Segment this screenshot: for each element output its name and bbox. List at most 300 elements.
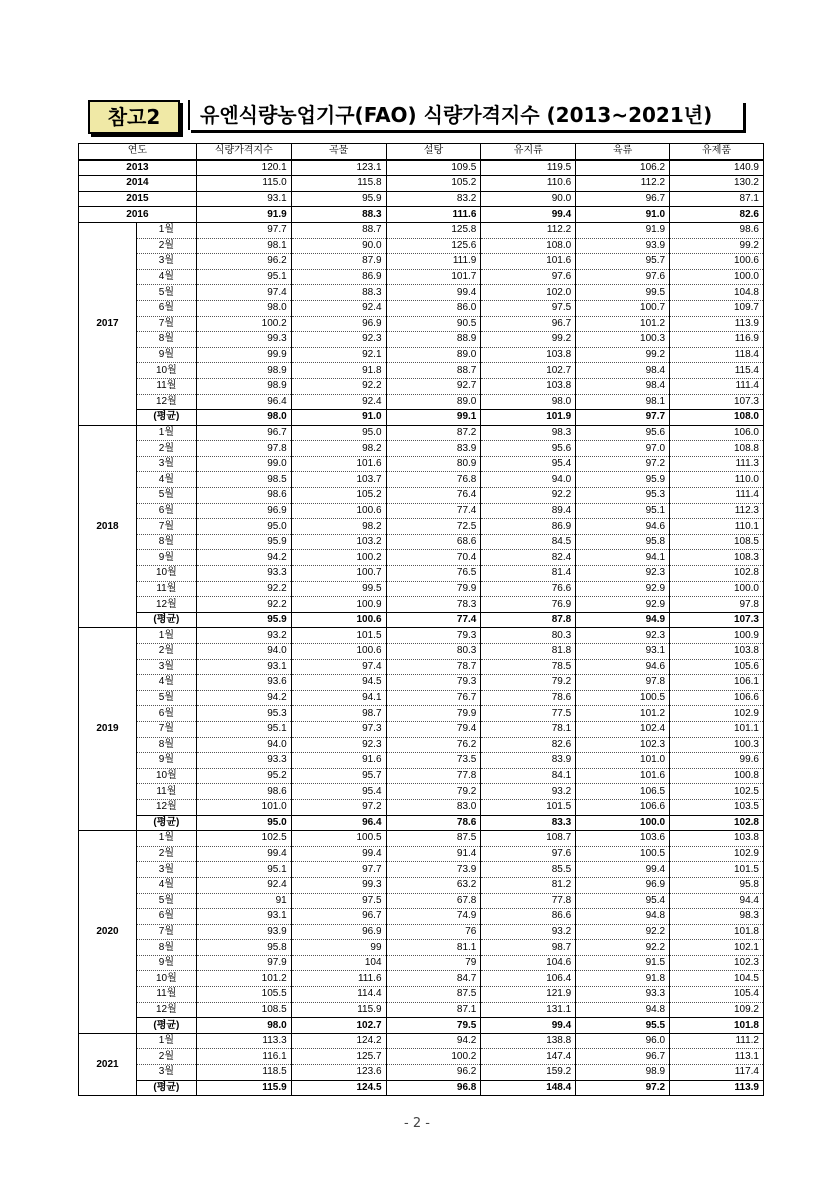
value-cell: 92.3: [291, 737, 386, 753]
value-cell: 100.5: [576, 846, 670, 862]
value-cell: 82.4: [481, 550, 576, 566]
value-cell: 87.1: [670, 191, 764, 207]
value-cell: 99.3: [291, 877, 386, 893]
value-cell: 96.7: [291, 909, 386, 925]
value-cell: 97.4: [196, 285, 291, 301]
value-cell: 88.3: [291, 285, 386, 301]
table-row: [79, 238, 764, 254]
month-cell: 8월: [136, 534, 196, 550]
table-row: [79, 644, 764, 660]
month-cell: 1월: [136, 831, 196, 847]
value-cell: 103.8: [670, 831, 764, 847]
value-cell: 83.0: [386, 799, 481, 815]
value-cell: 125.7: [291, 1049, 386, 1065]
value-cell: 92.3: [576, 566, 670, 582]
value-cell: 96.0: [576, 1033, 670, 1049]
value-cell: 99.4: [196, 846, 291, 862]
value-cell: 96.9: [291, 316, 386, 332]
year-cell: 2019: [79, 628, 137, 831]
table-row: [79, 690, 764, 706]
table-row: [79, 1049, 764, 1065]
average-value-cell: 100.6: [291, 612, 386, 628]
value-cell: 116.1: [196, 1049, 291, 1065]
table-row: [79, 254, 764, 270]
value-cell: 99.4: [291, 846, 386, 862]
month-cell: 9월: [136, 753, 196, 769]
value-cell: 87.2: [386, 425, 481, 441]
value-cell: 100.2: [291, 550, 386, 566]
value-cell: 102.9: [670, 706, 764, 722]
value-cell: 103.5: [670, 799, 764, 815]
value-cell: 113.1: [670, 1049, 764, 1065]
value-cell: 95.7: [576, 254, 670, 270]
value-cell: 93.9: [576, 238, 670, 254]
average-value-cell: 98.0: [196, 410, 291, 426]
value-cell: 140.9: [670, 160, 764, 176]
value-cell: 90.0: [481, 191, 576, 207]
value-cell: 103.8: [481, 378, 576, 394]
value-cell: 99.2: [481, 332, 576, 348]
value-cell: 115.8: [291, 176, 386, 192]
value-cell: 92.3: [291, 332, 386, 348]
month-cell: 4월: [136, 269, 196, 285]
value-cell: 95.1: [576, 503, 670, 519]
value-cell: 102.4: [576, 721, 670, 737]
value-cell: 95.3: [196, 706, 291, 722]
year-cell: 2021: [79, 1033, 137, 1095]
value-cell: 68.6: [386, 534, 481, 550]
value-cell: 123.6: [291, 1065, 386, 1081]
month-cell: 2월: [136, 441, 196, 457]
value-cell: 98.9: [196, 378, 291, 394]
value-cell: 74.9: [386, 909, 481, 925]
value-cell: 101.2: [196, 971, 291, 987]
value-cell: 97.8: [576, 675, 670, 691]
table-row: [79, 363, 764, 379]
month-cell: 6월: [136, 503, 196, 519]
month-cell: 3월: [136, 456, 196, 472]
value-cell: 108.5: [196, 1002, 291, 1018]
table-row: [79, 441, 764, 457]
table-row: [79, 347, 764, 363]
value-cell: 99.9: [196, 347, 291, 363]
value-cell: 100.3: [670, 737, 764, 753]
value-cell: 87.9: [291, 254, 386, 270]
value-cell: 73.9: [386, 862, 481, 878]
value-cell: 102.3: [576, 737, 670, 753]
average-value-cell: 96.8: [386, 1080, 481, 1096]
month-cell: 7월: [136, 924, 196, 940]
header-food-index: 식량가격지수: [196, 144, 291, 160]
value-cell: 94.6: [576, 659, 670, 675]
value-cell: 93.9: [196, 924, 291, 940]
table-row: [79, 566, 764, 582]
value-cell: 85.5: [481, 862, 576, 878]
value-cell: 102.5: [196, 831, 291, 847]
table-row: [79, 425, 764, 441]
header-cereals: 곡물: [291, 144, 386, 160]
value-cell: 88.7: [386, 363, 481, 379]
average-row: [79, 410, 764, 426]
value-cell: 95.2: [196, 768, 291, 784]
value-cell: 115.4: [670, 363, 764, 379]
value-cell: 92.2: [291, 378, 386, 394]
month-cell: 3월: [136, 862, 196, 878]
table-row: [79, 955, 764, 971]
value-cell: 93.2: [196, 628, 291, 644]
table-row: [79, 176, 764, 192]
value-cell: 79.4: [386, 721, 481, 737]
value-cell: 112.3: [670, 503, 764, 519]
value-cell: 93.1: [576, 644, 670, 660]
value-cell: 100.6: [291, 503, 386, 519]
value-cell: 92.4: [291, 394, 386, 410]
average-value-cell: 108.0: [670, 410, 764, 426]
value-cell: 97.5: [481, 300, 576, 316]
value-cell: 106.0: [670, 425, 764, 441]
value-cell: 84.1: [481, 768, 576, 784]
value-cell: 104.8: [670, 285, 764, 301]
value-cell: 76.7: [386, 690, 481, 706]
average-label: (평균): [136, 612, 196, 628]
month-cell: 11월: [136, 987, 196, 1003]
year-cell: 2018: [79, 425, 137, 628]
month-cell: 5월: [136, 488, 196, 504]
value-cell: 76.4: [386, 488, 481, 504]
value-cell: 78.3: [386, 597, 481, 613]
value-cell: 116.9: [670, 332, 764, 348]
table-row: [79, 269, 764, 285]
value-cell: 78.7: [386, 659, 481, 675]
table-row: [79, 597, 764, 613]
table-row: [79, 581, 764, 597]
month-cell: 7월: [136, 721, 196, 737]
table-row: [79, 831, 764, 847]
value-cell: 102.3: [670, 955, 764, 971]
value-cell: 111.6: [291, 971, 386, 987]
value-cell: 109.7: [670, 300, 764, 316]
value-cell: 95.0: [196, 519, 291, 535]
value-cell: 103.2: [291, 534, 386, 550]
value-cell: 97.6: [481, 846, 576, 862]
value-cell: 98.4: [576, 363, 670, 379]
page-number: - 2 -: [404, 1116, 430, 1131]
month-cell: 9월: [136, 550, 196, 566]
average-value-cell: 107.3: [670, 612, 764, 628]
table-row: [79, 768, 764, 784]
value-cell: 115.0: [196, 176, 291, 192]
value-cell: 101.2: [576, 706, 670, 722]
average-value-cell: 95.5: [576, 1018, 670, 1034]
value-cell: 86.0: [386, 300, 481, 316]
value-cell: 96.7: [481, 316, 576, 332]
average-value-cell: 79.5: [386, 1018, 481, 1034]
value-cell: 95.4: [481, 456, 576, 472]
header-sugar: 설탕: [386, 144, 481, 160]
table-row: [79, 753, 764, 769]
value-cell: 111.9: [386, 254, 481, 270]
table-row: [79, 737, 764, 753]
value-cell: 95.1: [196, 721, 291, 737]
value-cell: 93.1: [196, 659, 291, 675]
value-cell: 95.7: [291, 768, 386, 784]
month-cell: 2월: [136, 1049, 196, 1065]
value-cell: 102.1: [670, 940, 764, 956]
average-row: [79, 612, 764, 628]
month-cell: 7월: [136, 519, 196, 535]
table-row: [79, 207, 764, 223]
month-cell: 4월: [136, 472, 196, 488]
year-cell: 2016: [79, 207, 197, 223]
value-cell: 79: [386, 955, 481, 971]
value-cell: 97.6: [576, 269, 670, 285]
average-value-cell: 100.0: [576, 815, 670, 831]
value-cell: 117.4: [670, 1065, 764, 1081]
reference-tag: 참고2: [88, 100, 180, 134]
value-cell: 76.6: [481, 581, 576, 597]
value-cell: 138.8: [481, 1033, 576, 1049]
value-cell: 77.8: [386, 768, 481, 784]
value-cell: 91.5: [576, 955, 670, 971]
value-cell: 99.4: [481, 207, 576, 223]
value-cell: 98.6: [196, 488, 291, 504]
value-cell: 81.4: [481, 566, 576, 582]
value-cell: 81.8: [481, 644, 576, 660]
value-cell: 86.9: [291, 269, 386, 285]
value-cell: 78.6: [481, 690, 576, 706]
value-cell: 103.7: [291, 472, 386, 488]
value-cell: 99: [291, 940, 386, 956]
table-row: [79, 222, 764, 238]
value-cell: 77.4: [386, 503, 481, 519]
value-cell: 96.2: [196, 254, 291, 270]
value-cell: 101.5: [670, 862, 764, 878]
average-value-cell: 77.4: [386, 612, 481, 628]
value-cell: 97.0: [576, 441, 670, 457]
month-cell: 12월: [136, 394, 196, 410]
value-cell: 96.9: [291, 924, 386, 940]
value-cell: 81.2: [481, 877, 576, 893]
value-cell: 94.2: [196, 550, 291, 566]
table-row: [79, 1002, 764, 1018]
value-cell: 98.1: [196, 238, 291, 254]
value-cell: 78.5: [481, 659, 576, 675]
average-value-cell: 101.9: [481, 410, 576, 426]
value-cell: 91.8: [576, 971, 670, 987]
value-cell: 83.9: [481, 753, 576, 769]
table-row: [79, 534, 764, 550]
value-cell: 95.8: [670, 877, 764, 893]
value-cell: 101.2: [576, 316, 670, 332]
value-cell: 108.0: [481, 238, 576, 254]
value-cell: 100.6: [291, 644, 386, 660]
average-value-cell: 98.0: [196, 1018, 291, 1034]
average-value-cell: 83.3: [481, 815, 576, 831]
value-cell: 102.0: [481, 285, 576, 301]
month-cell: 4월: [136, 675, 196, 691]
value-cell: 108.5: [670, 534, 764, 550]
month-cell: 3월: [136, 254, 196, 270]
table-row: [79, 706, 764, 722]
month-cell: 3월: [136, 1065, 196, 1081]
value-cell: 72.5: [386, 519, 481, 535]
value-cell: 108.3: [670, 550, 764, 566]
value-cell: 130.2: [670, 176, 764, 192]
month-cell: 2월: [136, 238, 196, 254]
value-cell: 91.6: [291, 753, 386, 769]
value-cell: 92.1: [291, 347, 386, 363]
value-cell: 100.0: [670, 269, 764, 285]
table-row: [79, 987, 764, 1003]
average-label: (평균): [136, 815, 196, 831]
value-cell: 96.2: [386, 1065, 481, 1081]
value-cell: 125.6: [386, 238, 481, 254]
value-cell: 112.2: [481, 222, 576, 238]
average-row: [79, 1018, 764, 1034]
value-cell: 80.9: [386, 456, 481, 472]
month-cell: 11월: [136, 378, 196, 394]
month-cell: 10월: [136, 971, 196, 987]
value-cell: 97.2: [291, 799, 386, 815]
table-row: [79, 456, 764, 472]
value-cell: 79.2: [386, 784, 481, 800]
month-cell: 2월: [136, 644, 196, 660]
value-cell: 93.2: [481, 784, 576, 800]
average-value-cell: 148.4: [481, 1080, 576, 1096]
value-cell: 91.9: [576, 222, 670, 238]
value-cell: 99.2: [576, 347, 670, 363]
value-cell: 99.5: [576, 285, 670, 301]
value-cell: 106.6: [576, 799, 670, 815]
value-cell: 106.6: [670, 690, 764, 706]
value-cell: 98.3: [670, 909, 764, 925]
value-cell: 99.6: [670, 753, 764, 769]
value-cell: 94.1: [291, 690, 386, 706]
value-cell: 93.6: [196, 675, 291, 691]
value-cell: 76.9: [481, 597, 576, 613]
value-cell: 91.0: [576, 207, 670, 223]
table-row: [79, 550, 764, 566]
value-cell: 95.6: [576, 425, 670, 441]
month-cell: 1월: [136, 222, 196, 238]
value-cell: 80.3: [481, 628, 576, 644]
month-cell: 6월: [136, 909, 196, 925]
value-cell: 94.5: [291, 675, 386, 691]
value-cell: 91.9: [196, 207, 291, 223]
month-cell: 6월: [136, 706, 196, 722]
value-cell: 88.7: [291, 222, 386, 238]
table-row: [79, 924, 764, 940]
average-value-cell: 102.8: [670, 815, 764, 831]
average-value-cell: 102.7: [291, 1018, 386, 1034]
value-cell: 111.6: [386, 207, 481, 223]
average-value-cell: 87.8: [481, 612, 576, 628]
value-cell: 99.4: [386, 285, 481, 301]
month-cell: 6월: [136, 300, 196, 316]
value-cell: 95.8: [576, 534, 670, 550]
value-cell: 105.2: [386, 176, 481, 192]
month-cell: 7월: [136, 316, 196, 332]
value-cell: 83.9: [386, 441, 481, 457]
table-row: [79, 503, 764, 519]
value-cell: 111.3: [670, 456, 764, 472]
value-cell: 76.5: [386, 566, 481, 582]
value-cell: 93.3: [196, 753, 291, 769]
month-cell: 3월: [136, 659, 196, 675]
value-cell: 100.2: [386, 1049, 481, 1065]
table-row: [79, 799, 764, 815]
value-cell: 84.7: [386, 971, 481, 987]
table-row: [79, 862, 764, 878]
value-cell: 94.4: [670, 893, 764, 909]
value-cell: 113.9: [670, 316, 764, 332]
value-cell: 111.4: [670, 488, 764, 504]
value-cell: 99.2: [670, 238, 764, 254]
month-cell: 9월: [136, 955, 196, 971]
value-cell: 109.2: [670, 1002, 764, 1018]
average-value-cell: 95.0: [196, 815, 291, 831]
value-cell: 110.0: [670, 472, 764, 488]
average-row: [79, 815, 764, 831]
value-cell: 96.7: [196, 425, 291, 441]
value-cell: 112.2: [576, 176, 670, 192]
year-cell: 2017: [79, 222, 137, 425]
value-cell: 101.5: [481, 799, 576, 815]
value-cell: 108.7: [481, 831, 576, 847]
value-cell: 92.3: [576, 628, 670, 644]
table-row: [79, 893, 764, 909]
value-cell: 79.2: [481, 675, 576, 691]
value-cell: 103.6: [576, 831, 670, 847]
value-cell: 103.8: [670, 644, 764, 660]
value-cell: 73.5: [386, 753, 481, 769]
value-cell: 98.0: [196, 300, 291, 316]
table-row: [79, 940, 764, 956]
header-dairy: 유제품: [670, 144, 764, 160]
table-body: [79, 160, 764, 1096]
value-cell: 94.1: [576, 550, 670, 566]
table-row: [79, 488, 764, 504]
value-cell: 98.9: [576, 1065, 670, 1081]
table-row: [79, 721, 764, 737]
value-cell: 92.2: [576, 940, 670, 956]
value-cell: 92.7: [386, 378, 481, 394]
value-cell: 97.8: [196, 441, 291, 457]
value-cell: 96.7: [576, 191, 670, 207]
header-meat: 육류: [576, 144, 670, 160]
value-cell: 100.8: [670, 768, 764, 784]
value-cell: 100.6: [670, 254, 764, 270]
month-cell: 11월: [136, 581, 196, 597]
value-cell: 96.7: [576, 1049, 670, 1065]
value-cell: 76.8: [386, 472, 481, 488]
value-cell: 87.1: [386, 1002, 481, 1018]
average-value-cell: 113.9: [670, 1080, 764, 1096]
month-cell: 12월: [136, 1002, 196, 1018]
value-cell: 92.2: [576, 924, 670, 940]
month-cell: 1월: [136, 628, 196, 644]
value-cell: 106.1: [670, 675, 764, 691]
value-cell: 98.5: [196, 472, 291, 488]
value-cell: 109.5: [386, 160, 481, 176]
value-cell: 90.5: [386, 316, 481, 332]
value-cell: 106.5: [576, 784, 670, 800]
value-cell: 100.7: [291, 566, 386, 582]
value-cell: 70.4: [386, 550, 481, 566]
value-cell: 98.6: [670, 222, 764, 238]
table-row: [79, 316, 764, 332]
value-cell: 118.4: [670, 347, 764, 363]
